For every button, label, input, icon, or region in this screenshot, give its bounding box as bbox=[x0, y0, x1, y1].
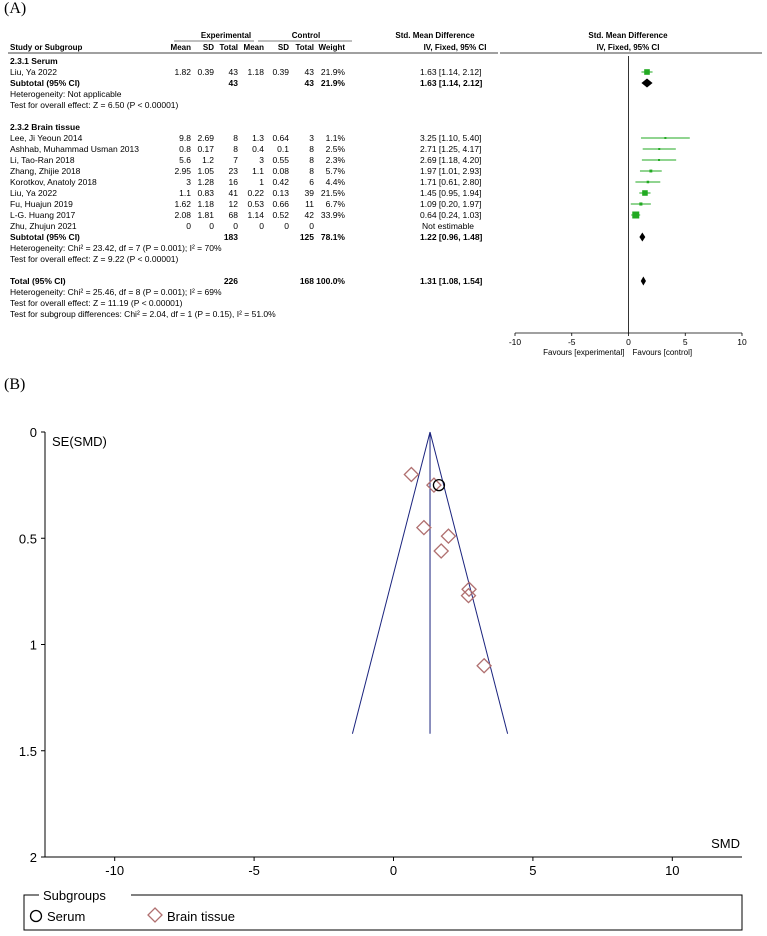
study-row-1-6-ctl-total: 11 bbox=[305, 199, 314, 209]
section-1-note-1: Test for overall effect: Z = 9.22 (P < 0.00001) bbox=[10, 254, 179, 264]
study-row-1-1-ctl-mean: 0.4 bbox=[252, 144, 264, 154]
study-row-0-0-weight: 21.9% bbox=[320, 67, 345, 77]
study-row-1-6-weight: 6.7% bbox=[325, 199, 345, 209]
study-row-1-6-exp-total: 12 bbox=[228, 199, 238, 209]
study-row-1-5-name: Liu, Ya 2022 bbox=[10, 188, 57, 198]
funnel-y-tick-label: 0.5 bbox=[18, 531, 37, 547]
study-row-1-4-ctl-total: 6 bbox=[309, 177, 314, 187]
brain-tissue-point bbox=[434, 544, 448, 558]
study-row-1-4-ci: 1.71 [0.61, 2.80] bbox=[420, 177, 482, 187]
study-row-1-3-ctl-total: 8 bbox=[309, 166, 314, 176]
ctl-sd-header: SD bbox=[277, 43, 289, 52]
study-row-1-2-ci: 2.69 [1.18, 4.20] bbox=[420, 155, 482, 165]
study-row-1-1-ci: 2.71 [1.25, 4.17] bbox=[420, 144, 482, 154]
study-row-1-4-exp-sd: 1.28 bbox=[197, 177, 214, 187]
study-row-1-8-name: Zhu, Zhujun 2021 bbox=[10, 221, 77, 231]
favours-experimental: Favours [experimental] bbox=[543, 348, 625, 357]
section-0-note-1: Test for overall effect: Z = 6.50 (P < 0.00001) bbox=[10, 100, 179, 110]
study-row-1-5-ctl-sd: 0.13 bbox=[272, 188, 289, 198]
study-row-1-6-exp-mean: 1.62 bbox=[174, 199, 191, 209]
subtotal-1-exp-total: 183 bbox=[223, 232, 238, 242]
study-row-1-5-ci: 1.45 [0.95, 1.94] bbox=[420, 188, 482, 198]
total-diamond bbox=[641, 277, 646, 286]
funnel-x-tick-label: 5 bbox=[529, 863, 537, 878]
subtotal-0-weight: 21.9% bbox=[320, 78, 345, 88]
study-row-1-3-ctl-mean: 1.1 bbox=[252, 166, 264, 176]
legend-box bbox=[24, 895, 742, 930]
study-row-1-6-name: Fu, Huajun 2019 bbox=[10, 199, 73, 209]
study-row-1-7-exp-total: 68 bbox=[228, 210, 238, 220]
study-row-1-3-exp-sd: 1.05 bbox=[197, 166, 214, 176]
funnel-x-tick-label: -10 bbox=[105, 863, 125, 878]
study-row-1-7-weight: 33.9% bbox=[320, 210, 345, 220]
study-row-0-0-exp-mean: 1.82 bbox=[174, 67, 191, 77]
smd-method-header: IV, Fixed, 95% CI bbox=[423, 43, 487, 52]
total-weight: 100.0% bbox=[316, 276, 345, 286]
study-row-1-3-ci: 1.97 [1.01, 2.93] bbox=[420, 166, 482, 176]
forest-x-tick-label: -10 bbox=[508, 337, 522, 347]
section-0-title: 2.3.1 Serum bbox=[10, 56, 58, 66]
study-row-1-8-ctl-mean: 0 bbox=[259, 221, 264, 231]
study-row-1-1-exp-total: 8 bbox=[233, 144, 238, 154]
study-row-1-0-ctl-mean: 1.3 bbox=[252, 133, 264, 143]
study-row-1-2-ctl-mean: 3 bbox=[259, 155, 264, 165]
forest-plot bbox=[0, 0, 767, 372]
study-row-1-1-marker bbox=[658, 148, 660, 150]
legend-serum-label: Serum bbox=[47, 909, 86, 924]
study-row-0-0-ctl-sd: 0.39 bbox=[272, 67, 289, 77]
total-label: Total (95% CI) bbox=[10, 276, 66, 286]
study-row-1-8-exp-mean: 0 bbox=[186, 221, 191, 231]
study-row-1-5-exp-total: 41 bbox=[228, 188, 238, 198]
subtotal-0-label: Subtotal (95% CI) bbox=[10, 78, 80, 88]
plot-method-header: IV, Fixed, 95% CI bbox=[596, 43, 660, 52]
study-row-1-0-ctl-sd: 0.64 bbox=[272, 133, 289, 143]
study-row-1-2-ctl-total: 8 bbox=[309, 155, 314, 165]
study-row-1-8-exp-sd: 0 bbox=[209, 221, 214, 231]
study-row-0-0-ctl-mean: 1.18 bbox=[247, 67, 264, 77]
study-row-1-2-marker bbox=[658, 159, 660, 161]
total-ctl-total: 168 bbox=[299, 276, 314, 286]
study-row-1-6-ctl-mean: 0.53 bbox=[247, 199, 264, 209]
study-row-1-0-marker bbox=[664, 137, 666, 139]
forest-x-tick-label: -5 bbox=[567, 337, 576, 347]
study-row-1-4-marker bbox=[647, 181, 650, 184]
study-row-1-0-ci: 3.25 [1.10, 5.40] bbox=[420, 133, 482, 143]
study-row-1-6-marker bbox=[639, 202, 642, 205]
study-row-1-3-marker bbox=[649, 170, 652, 173]
funnel-y-tick-label: 0 bbox=[29, 425, 37, 440]
study-row-1-8-ctl-sd: 0 bbox=[284, 221, 289, 231]
study-row-1-3-exp-mean: 2.95 bbox=[174, 166, 191, 176]
total-ci: 1.31 [1.08, 1.54] bbox=[420, 276, 483, 286]
subtotal-1-weight: 78.1% bbox=[320, 232, 345, 242]
study-row-1-2-exp-sd: 1.2 bbox=[202, 155, 214, 165]
exp-total-header: Total bbox=[219, 43, 238, 52]
study-row-1-2-exp-total: 7 bbox=[233, 155, 238, 165]
funnel-y-axis-label: SE(SMD) bbox=[52, 434, 107, 449]
study-row-1-1-ctl-sd: 0.1 bbox=[277, 144, 289, 154]
study-row-1-8-ci: Not estimable bbox=[422, 221, 474, 231]
weight-header: Weight bbox=[318, 43, 345, 52]
legend-brain-label: Brain tissue bbox=[167, 909, 235, 924]
study-row-1-0-weight: 1.1% bbox=[325, 133, 345, 143]
study-row-1-5-weight: 21.5% bbox=[320, 188, 345, 198]
study-row-1-0-exp-total: 8 bbox=[233, 133, 238, 143]
total-note-2: Test for subgroup differences: Chi² = 2.04, df = 1 (P = 0.15), I² = 51.0% bbox=[10, 309, 276, 319]
funnel-y-tick-label: 2 bbox=[29, 850, 37, 865]
study-row-1-3-name: Zhang, Zhijie 2018 bbox=[10, 166, 81, 176]
study-row-1-0-exp-sd: 2.69 bbox=[197, 133, 214, 143]
study-row-1-1-exp-sd: 0.17 bbox=[197, 144, 214, 154]
funnel-x-tick-label: 0 bbox=[389, 863, 398, 878]
subtotal-0-exp-total: 43 bbox=[228, 78, 238, 88]
study-row-1-7-ctl-total: 42 bbox=[304, 210, 314, 220]
serum-point bbox=[433, 480, 444, 491]
study-row-1-7-name: L-G. Huang 2017 bbox=[10, 210, 76, 220]
study-row-1-5-marker bbox=[642, 190, 648, 196]
study-row-1-2-exp-mean: 5.6 bbox=[179, 155, 191, 165]
study-row-1-3-exp-total: 23 bbox=[228, 166, 238, 176]
study-row-1-4-weight: 4.4% bbox=[325, 177, 345, 187]
study-column-header: Study or Subgroup bbox=[10, 43, 83, 52]
section-1-title: 2.3.2 Brain tissue bbox=[10, 122, 80, 132]
smd-header: Std. Mean Difference bbox=[395, 31, 475, 40]
experimental-header: Experimental bbox=[200, 31, 252, 40]
study-row-1-4-ctl-mean: 1 bbox=[259, 177, 264, 187]
study-row-1-2-ctl-sd: 0.55 bbox=[272, 155, 289, 165]
study-row-1-7-exp-mean: 2.08 bbox=[174, 210, 191, 220]
funnel-left-limit bbox=[352, 432, 430, 734]
study-row-1-8-exp-total: 0 bbox=[233, 221, 238, 231]
subtotal-1-label: Subtotal (95% CI) bbox=[10, 232, 80, 242]
subtotal-1-ci: 1.22 [0.96, 1.48] bbox=[420, 232, 483, 242]
study-row-1-4-exp-total: 16 bbox=[228, 177, 238, 187]
study-row-1-3-weight: 5.7% bbox=[325, 166, 345, 176]
ctl-mean-header: Mean bbox=[243, 43, 264, 52]
legend-brain-marker bbox=[148, 908, 162, 922]
legend-title: Subgroups bbox=[43, 888, 106, 903]
forest-x-tick-label: 10 bbox=[737, 337, 747, 347]
section-0-note-0: Heterogeneity: Not applicable bbox=[10, 89, 122, 99]
brain-tissue-point bbox=[404, 468, 418, 482]
funnel-x-tick-label: -5 bbox=[248, 863, 260, 878]
study-row-1-6-ci: 1.09 [0.20, 1.97] bbox=[420, 199, 482, 209]
study-row-0-0-exp-total: 43 bbox=[228, 67, 238, 77]
brain-tissue-point bbox=[441, 529, 455, 543]
forest-x-tick-label: 0 bbox=[626, 337, 631, 347]
study-row-1-7-exp-sd: 1.81 bbox=[197, 210, 214, 220]
study-row-1-7-ctl-mean: 1.14 bbox=[247, 210, 264, 220]
study-row-1-5-ctl-mean: 0.22 bbox=[247, 188, 264, 198]
panel-a-label: (A) bbox=[4, 0, 27, 17]
study-row-1-6-ctl-sd: 0.66 bbox=[272, 199, 289, 209]
study-row-1-1-weight: 2.5% bbox=[325, 144, 345, 154]
ctl-total-header: Total bbox=[295, 43, 314, 52]
study-row-1-2-weight: 2.3% bbox=[325, 155, 345, 165]
favours-control: Favours [control] bbox=[632, 348, 693, 357]
study-row-1-4-exp-mean: 3 bbox=[186, 177, 191, 187]
funnel-x-tick-label: 10 bbox=[665, 863, 680, 878]
total-note-0: Heterogeneity: Chi² = 25.46, df = 8 (P = 0.001); I² = 69% bbox=[10, 287, 222, 297]
section-1-note-0: Heterogeneity: Chi² = 23.42, df = 7 (P = 0.001); I² = 70% bbox=[10, 243, 222, 253]
study-row-1-0-exp-mean: 9.8 bbox=[179, 133, 191, 143]
exp-sd-header: SD bbox=[202, 43, 214, 52]
study-row-1-1-ctl-total: 8 bbox=[309, 144, 314, 154]
study-row-0-0-exp-sd: 0.39 bbox=[197, 67, 214, 77]
study-row-0-0-marker bbox=[644, 69, 650, 75]
study-row-1-5-ctl-total: 39 bbox=[304, 188, 314, 198]
study-row-1-0-ctl-total: 3 bbox=[309, 133, 314, 143]
subtotal-0-ci: 1.63 [1.14, 2.12] bbox=[420, 78, 483, 88]
funnel-plot bbox=[0, 376, 767, 936]
funnel-x-axis-label: SMD bbox=[711, 836, 740, 851]
study-row-0-0-name: Liu, Ya 2022 bbox=[10, 67, 57, 77]
subtotal-1-ctl-total: 125 bbox=[299, 232, 314, 242]
forest-x-tick-label: 5 bbox=[682, 337, 688, 347]
control-header: Control bbox=[291, 31, 321, 40]
study-row-1-7-marker bbox=[632, 212, 639, 219]
subtotal-0-diamond bbox=[641, 79, 652, 88]
total-exp-total: 226 bbox=[223, 276, 238, 286]
funnel-y-tick-label: 1.5 bbox=[18, 743, 37, 759]
plot-header: Std. Mean Difference bbox=[588, 31, 668, 40]
study-row-1-5-exp-mean: 1.1 bbox=[179, 188, 191, 198]
total-note-1: Test for overall effect: Z = 11.19 (P < 0.00001) bbox=[10, 298, 183, 308]
study-row-1-7-ci: 0.64 [0.24, 1.03] bbox=[420, 210, 482, 220]
study-row-1-4-ctl-sd: 0.42 bbox=[272, 177, 289, 187]
subtotal-1-diamond bbox=[639, 233, 645, 242]
study-row-1-3-ctl-sd: 0.08 bbox=[272, 166, 289, 176]
study-row-1-6-exp-sd: 1.18 bbox=[197, 199, 214, 209]
study-row-1-8-ctl-total: 0 bbox=[309, 221, 314, 231]
panel-b-label: (B) bbox=[4, 376, 26, 393]
exp-mean-header: Mean bbox=[170, 43, 191, 52]
study-row-0-0-ci: 1.63 [1.14, 2.12] bbox=[420, 67, 482, 77]
subtotal-0-ctl-total: 43 bbox=[304, 78, 314, 88]
study-row-1-5-exp-sd: 0.83 bbox=[197, 188, 214, 198]
study-row-1-7-ctl-sd: 0.52 bbox=[272, 210, 289, 220]
study-row-1-1-exp-mean: 0.8 bbox=[179, 144, 191, 154]
brain-tissue-point bbox=[417, 521, 431, 535]
study-row-1-1-name: Ashhab, Muhammad Usman 2013 bbox=[10, 144, 139, 154]
study-row-1-4-name: Korotkov, Anatoly 2018 bbox=[10, 177, 97, 187]
study-row-0-0-ctl-total: 43 bbox=[304, 67, 314, 77]
legend-serum-marker bbox=[31, 911, 42, 922]
study-row-1-0-name: Lee, Ji Yeoun 2014 bbox=[10, 133, 83, 143]
study-row-1-2-name: Li, Tao-Ran 2018 bbox=[10, 155, 75, 165]
funnel-y-tick-label: 1 bbox=[29, 637, 37, 653]
